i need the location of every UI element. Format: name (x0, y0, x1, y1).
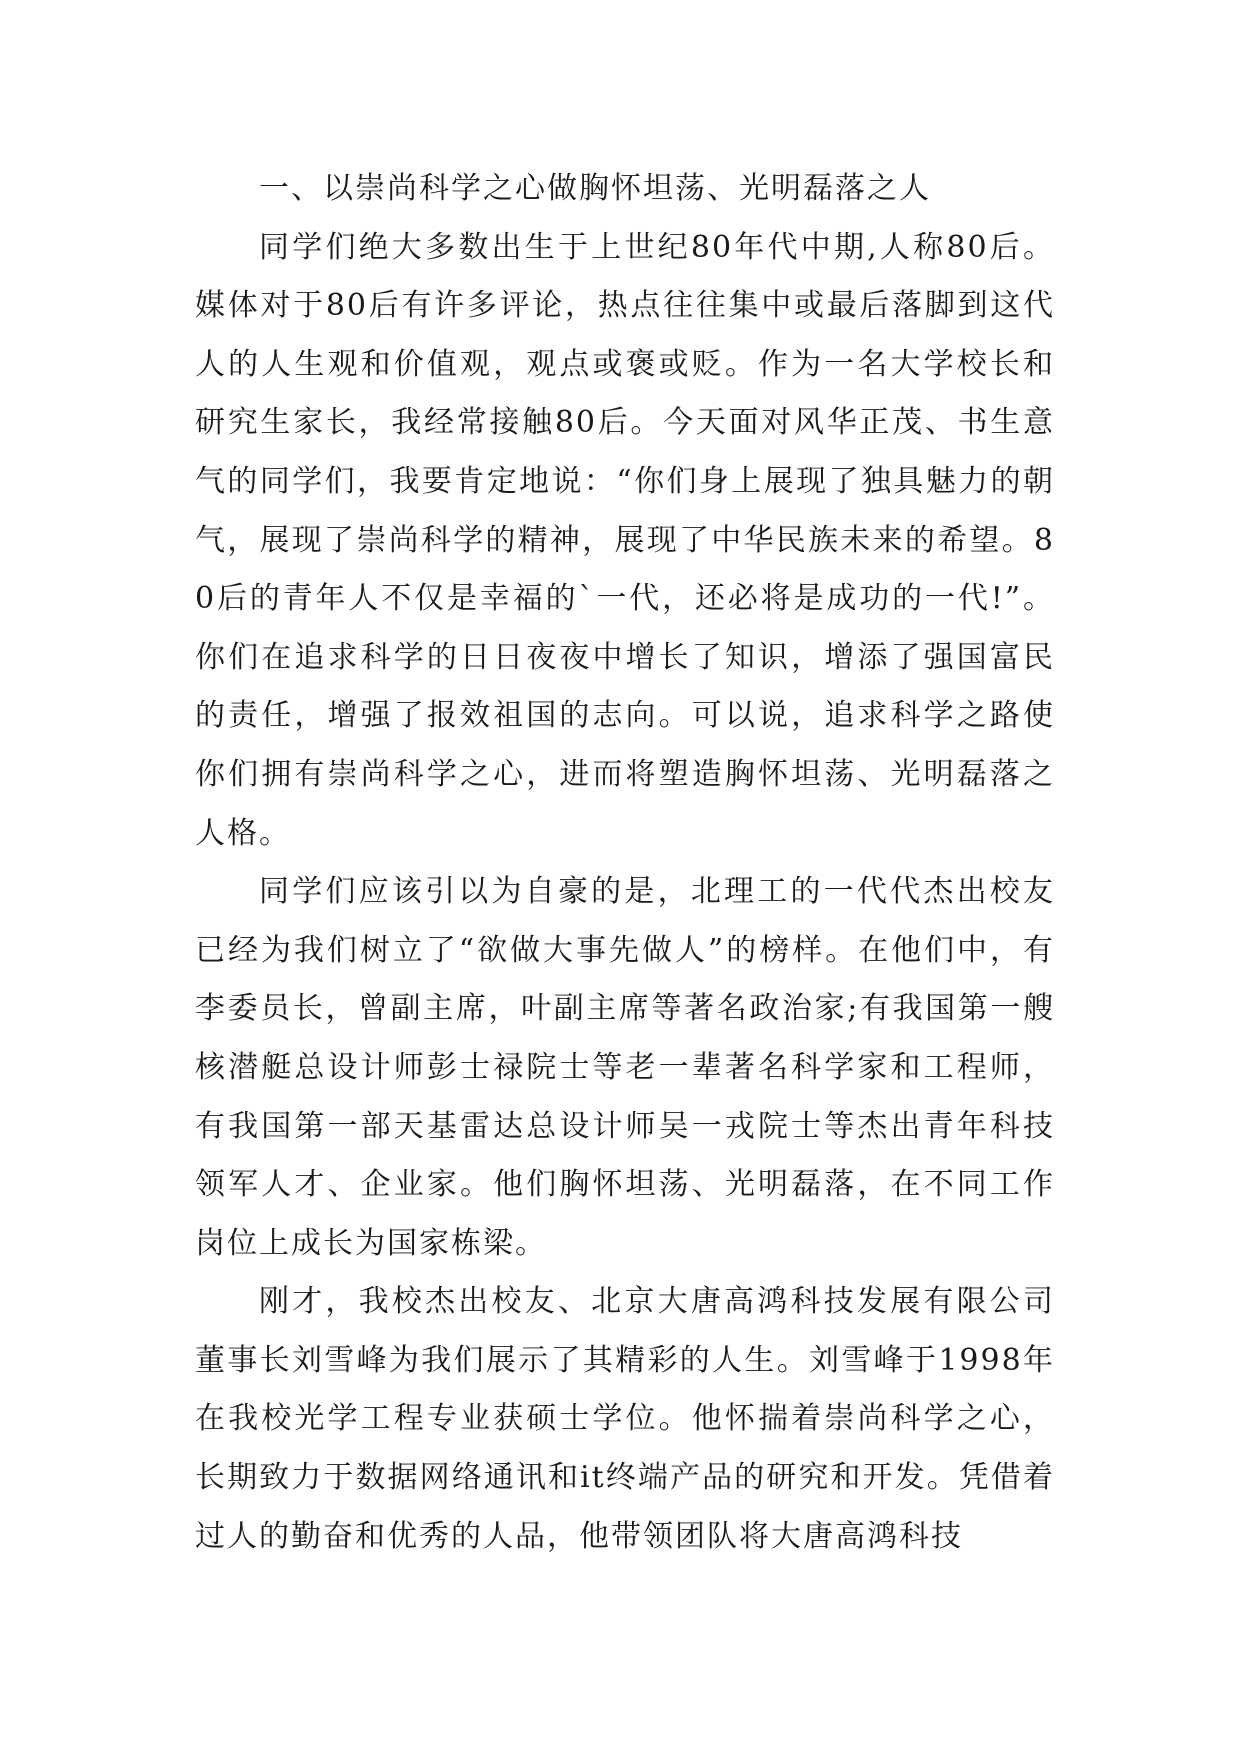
document-body (195, 160, 1055, 1566)
section-heading: 一、以崇尚科学之心做胸怀坦荡、光明磊落之人 (259, 171, 931, 206)
paragraph-2: 同学们应该引以为自豪的是，北理工的一代代杰出校友已经为我们树立了“欲做大事先做人”的榜样。在他们中，有李委员长，曾副主席，叶副主席等著名政治家;有我国第一艘核潜艇总设计师彭士禄院士等老一辈著名科学家和工程师，有我国第一部天基雷达总设计师吴一戎院士等杰出青年科技领军人才、企业家。他们胸怀坦荡、光明磊落，在不同工作岗位上成长为国家栋梁。 (195, 874, 1055, 1261)
paragraph-3: 刚才，我校杰出校友、北京大唐高鸿科技发展有限公司董事长刘雪峰为我们展示了其精彩的人生。刘雪峰于1998年在我校光学工程专业获硕士学位。他怀揣着崇尚科学之心，长期致力于数据网络通讯和it终端产品的研究和开发。凭借着过人的勤奋和优秀的人品，他带领团队将大唐高鸿科技 (195, 1284, 1055, 1554)
paragraph-1: 同学们绝大多数出生于上世纪80年代中期,人称80后。媒体对于80后有许多评论，热点往往集中或最后落脚到这代人的人生观和价值观，观点或褒或贬。作为一名大学校长和研究生家长，我经常接触80后。今天面对风华正茂、书生意气的同学们，我要肯定地说：“你们身上展现了独具魅力的朝气，展现了崇尚科学的精神，展现了中华民族未来的希望。80后的青年人不仅是幸福的`一代，还必将是成功的一代!”。你们在追求科学的日日夜夜中增长了知识，增添了强国富民的责任，增强了报效祖国的志向。可以说，追求科学之路使你们拥有崇尚科学之心，进而将塑造胸怀坦荡、光明磊落之人格。 (195, 229, 1055, 851)
